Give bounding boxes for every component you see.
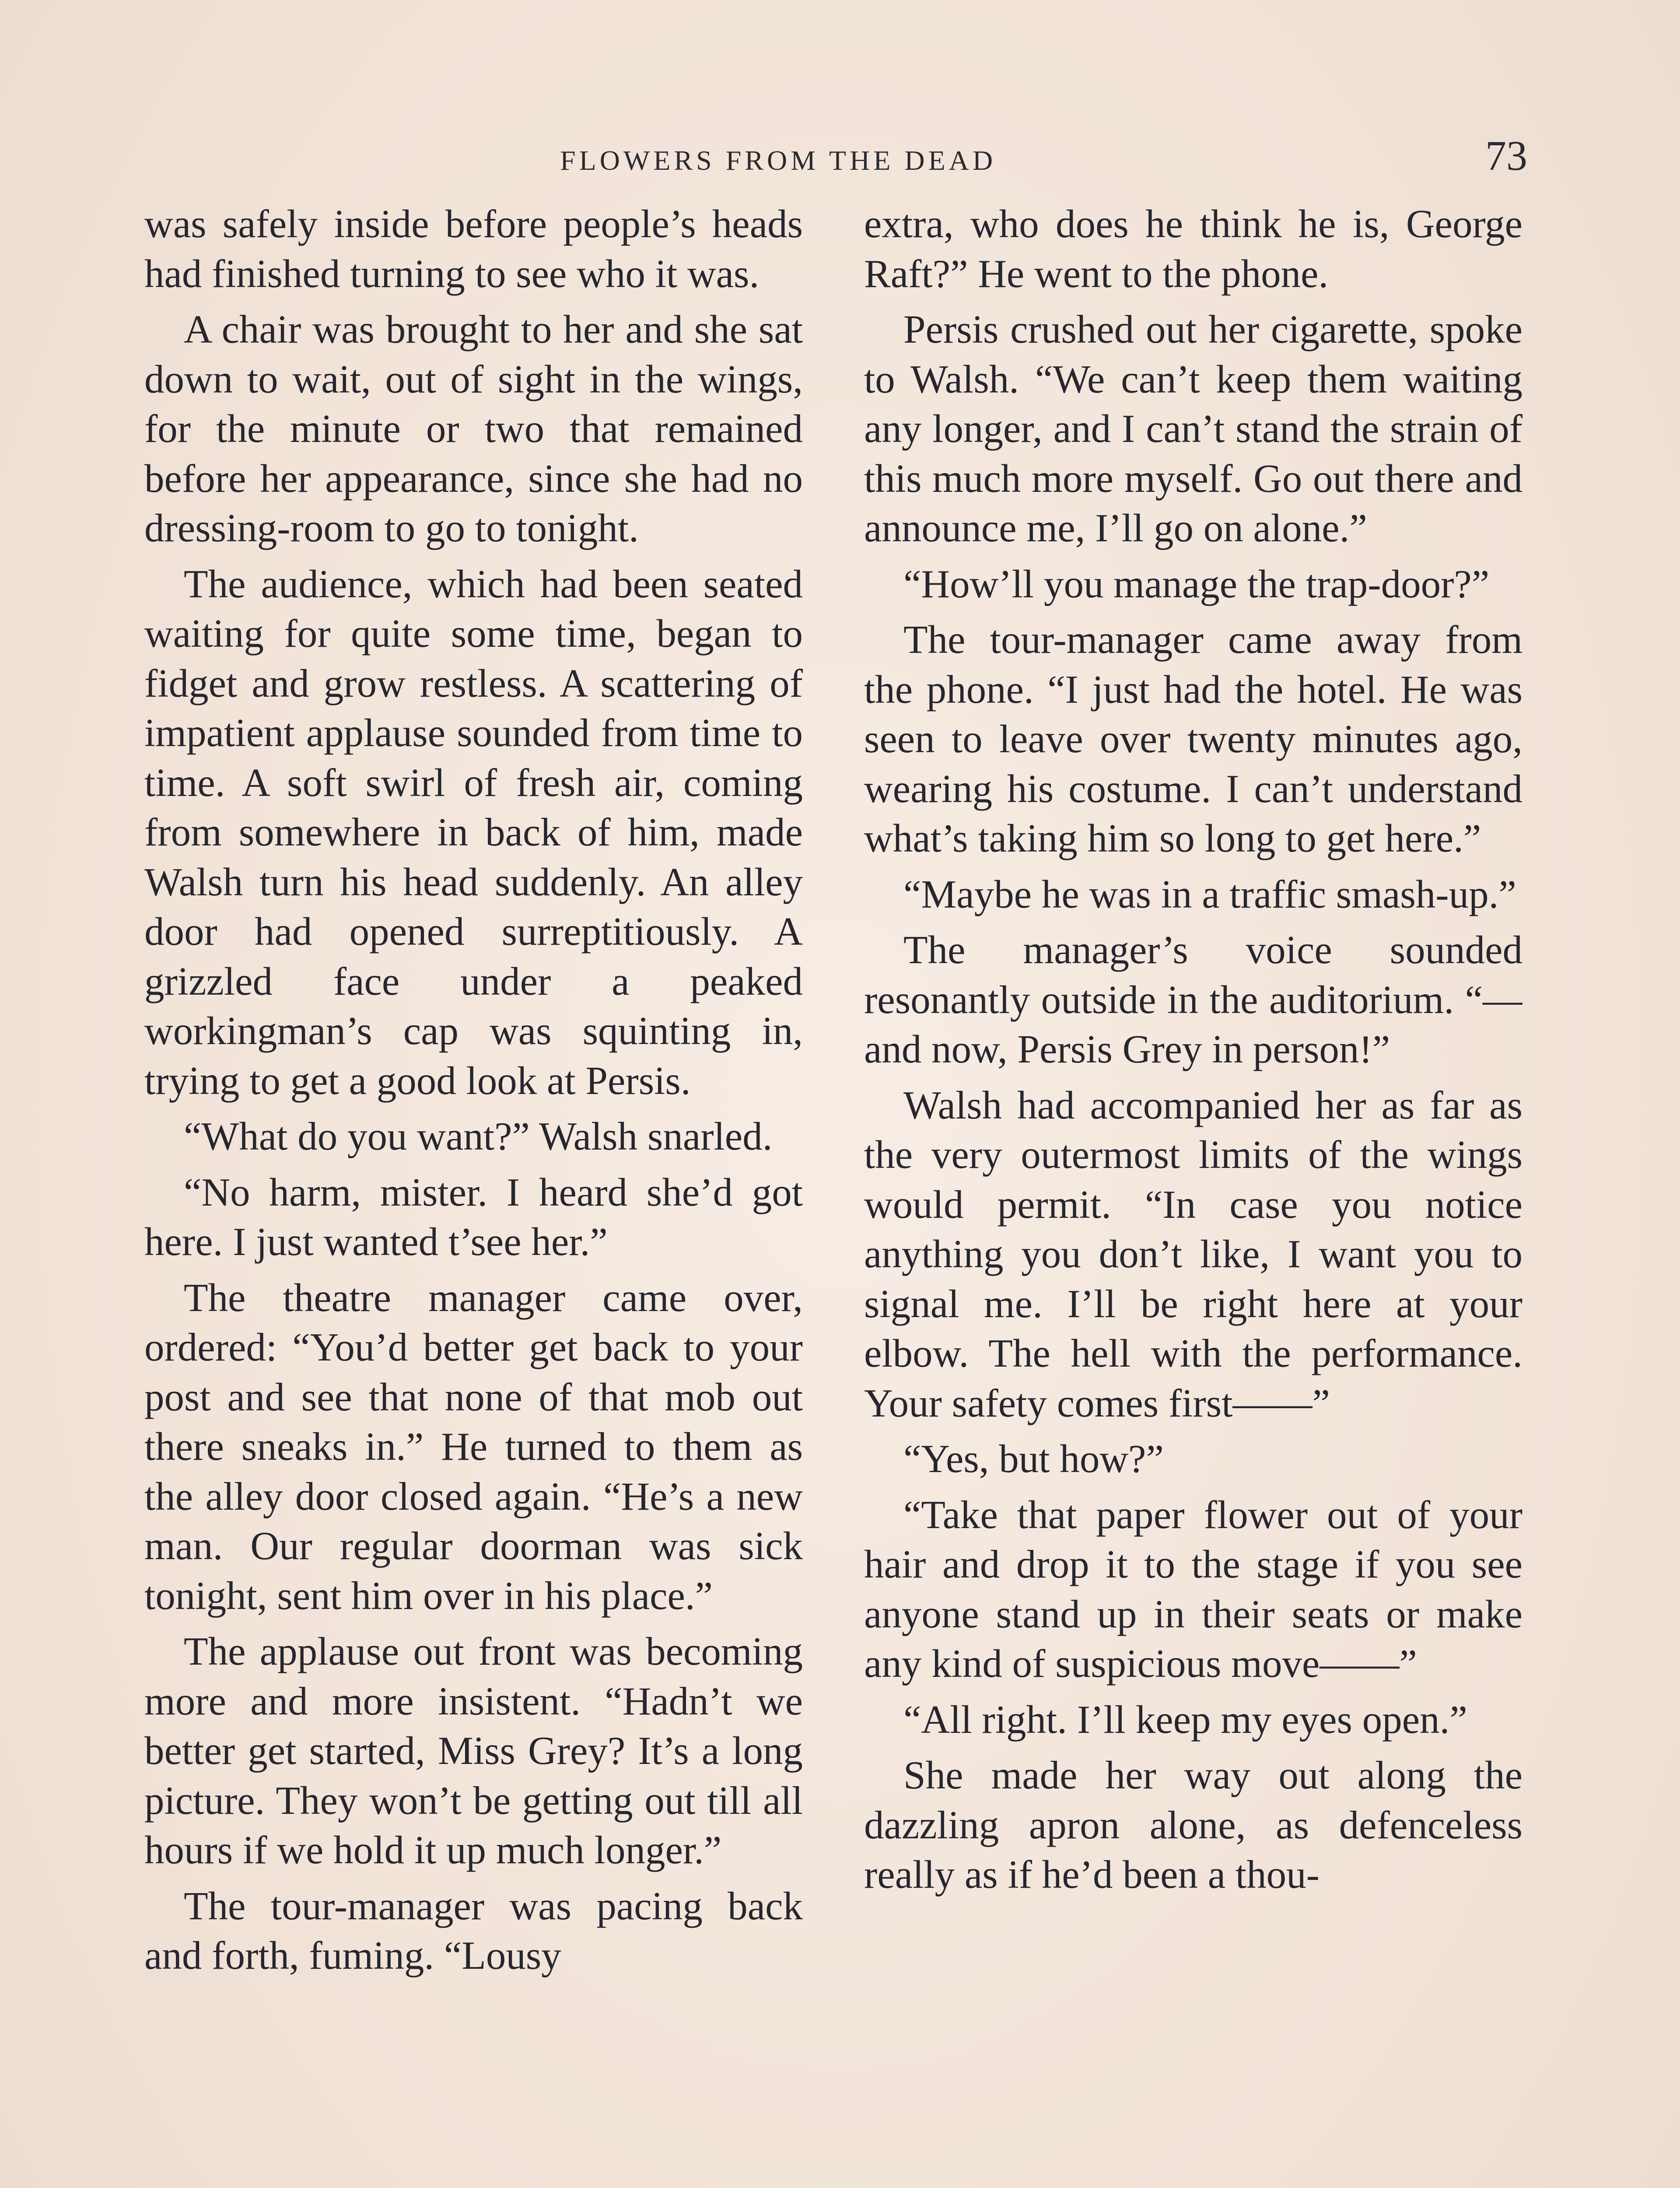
paragraph: The tour-manager was pacing back and forth, fuming. “Lousy: [144, 1883, 803, 1978]
right-text-column: [864, 199, 1522, 2188]
paragraph: “What do you want?” Walsh snarled.: [184, 1114, 773, 1158]
paragraph: “Maybe he was in a traffic smash-up.”: [903, 872, 1516, 916]
page-number: 73: [1485, 132, 1527, 179]
paragraph: The audience, which had been seated waiting for quite some time, began to fidget and grow restless. A scattering of impatient applause sounded from time to time. A soft swirl of fresh air, coming from somewhere in back of him, made Walsh turn his head suddenly. An alley door had opened surreptitiously. A grizzled face under a peaked workingman’s cap was squinting in, trying to get a good look at Persis.: [144, 561, 803, 1103]
paragraph: A chair was brought to her and she sat down to wait, out of sight in the wings, for the minute or two that remained before her appearance, since she had no dressing-room to go to tonight.: [144, 307, 803, 550]
paragraph: The tour-manager came away from the phone. “I just had the hotel. He was seen to leave over twenty minutes ago, wearing his costume. I can’t understand what’s taking him so long to get here.”: [864, 617, 1522, 860]
paragraph: “Yes, but how?”: [903, 1437, 1164, 1481]
paragraph: was safely inside before people’s heads had finished turning to see who it was.: [144, 202, 803, 296]
paragraph: Persis crushed out her cigarette, spoke to Walsh. “We can’t keep them waiting any longer, and I can’t stand the strain of this much more myself. Go out there and announce me, I’ll go on alone.”: [864, 307, 1522, 550]
paragraph: Walsh had accompanied her as far as the very outermost limits of the wings would permit. “In case you notice anything you don’t like, I want you to signal me. I’ll be right here at your elbow. The hell with the performance. Your safety comes first——”: [864, 1083, 1522, 1425]
paragraph: “How’ll you manage the trap-door?”: [903, 561, 1490, 606]
paragraph: extra, who does he think he is, George Raft?” He went to the phone.: [864, 202, 1522, 296]
paragraph: The manager’s voice sounded resonantly outside in the auditorium. “—and now, Persis Grey in person!”: [864, 928, 1522, 1071]
left-text-column: [144, 199, 803, 2188]
paragraph: “Take that paper flower out of your hair and drop it to the stage if you see anyone stand up in their seats or make any kind of suspicious move——”: [864, 1492, 1522, 1686]
paragraph: “All right. I’ll keep my eyes open.”: [903, 1697, 1467, 1742]
paragraph: The theatre manager came over, ordered: “You’d better get back to your post and see that none of that mob out there sneaks in.” He turned to them as the alley door closed again. “He’s a new man. Our regular doorman was sick tonight, sent him over in his place.”: [144, 1275, 803, 1618]
running-title: FLOWERS FROM THE DEAD: [560, 145, 997, 176]
paragraph: “No harm, mister. I heard she’d got here. I just wanted t’see her.”: [144, 1170, 803, 1264]
paragraph: The applause out front was becoming more and more insistent. “Hadn’t we better get started, Miss Grey? It’s a long picture. They won’t be getting out till all hours if we hold it up much longer.”: [144, 1629, 803, 1872]
paragraph: She made her way out along the dazzling apron alone, as defenceless really as if he’d been a thou-: [864, 1753, 1522, 1897]
